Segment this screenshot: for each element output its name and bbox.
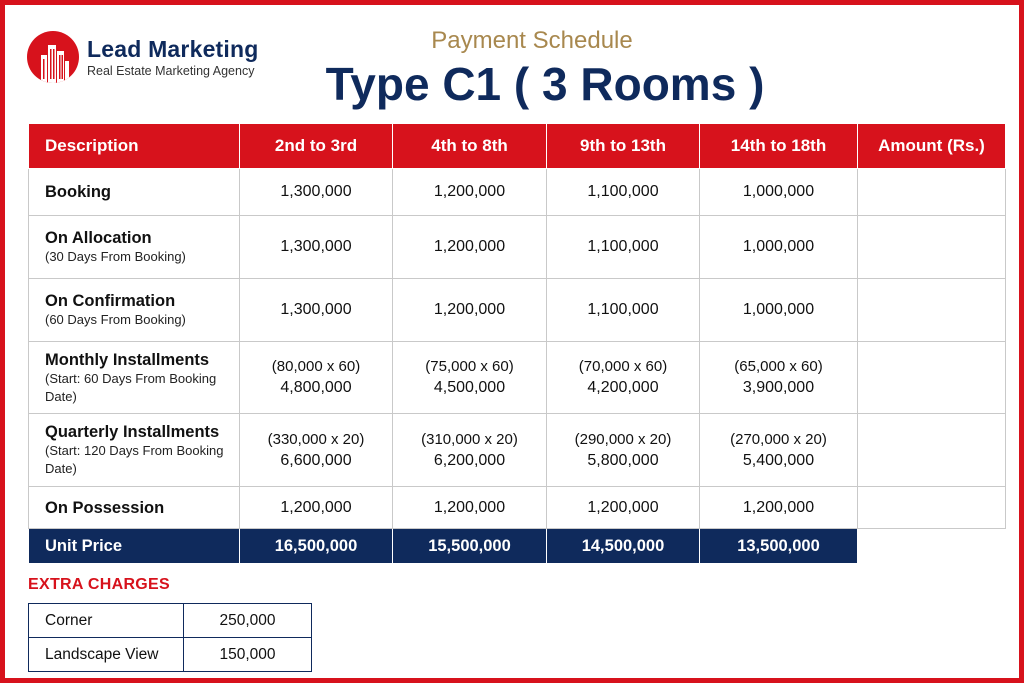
installment-calc: (65,000 x 60) bbox=[734, 358, 823, 375]
row-label-cell bbox=[29, 342, 240, 414]
value-cell: 1,300,000 bbox=[240, 169, 393, 216]
value-cell bbox=[700, 342, 858, 414]
value-cell: 1,200,000 bbox=[240, 487, 393, 529]
amount-cell bbox=[858, 342, 1006, 414]
installment-calc: (330,000 x 20) bbox=[267, 430, 365, 448]
value-cell bbox=[393, 342, 547, 414]
value-cell: 1,200,000 bbox=[393, 216, 547, 279]
table-row bbox=[29, 414, 1006, 487]
value-cell bbox=[240, 342, 393, 414]
installment-calc: (290,000 x 20) bbox=[574, 430, 672, 448]
unit-price-value: 14,500,000 bbox=[547, 529, 700, 564]
installment-total: 3,900,000 bbox=[742, 379, 815, 396]
column-header-9th-13th: 9th to 13th bbox=[547, 124, 700, 169]
value-cell: 1,100,000 bbox=[547, 216, 700, 279]
value-cell: 1,100,000 bbox=[547, 279, 700, 342]
extra-charges-table bbox=[28, 603, 312, 672]
amount-cell bbox=[858, 169, 1006, 216]
installment-total: 6,600,000 bbox=[280, 451, 352, 469]
amount-cell bbox=[858, 487, 1006, 529]
amount-cell bbox=[858, 216, 1006, 279]
column-header-description: Description bbox=[29, 124, 240, 169]
installment-calc: (310,000 x 20) bbox=[421, 430, 518, 448]
value-cell: 1,200,000 bbox=[700, 487, 858, 529]
value-cell bbox=[240, 414, 393, 487]
brand-tagline: Real Estate Marketing Agency bbox=[87, 64, 255, 78]
brand-name: Lead Marketing bbox=[87, 36, 259, 62]
row-note: (30 Days From Booking) bbox=[45, 249, 186, 264]
installment-total: 4,500,000 bbox=[433, 379, 506, 396]
value-cell: 1,300,000 bbox=[240, 216, 393, 279]
extra-charge-price: 150,000 bbox=[184, 638, 312, 672]
unit-price-label: Unit Price bbox=[29, 529, 240, 564]
value-cell: 1,000,000 bbox=[700, 169, 858, 216]
extra-charge-name: Landscape View bbox=[29, 638, 184, 672]
row-label-cell bbox=[29, 487, 240, 529]
value-cell: 1,000,000 bbox=[700, 279, 858, 342]
table-row bbox=[29, 604, 312, 638]
installment-calc: (75,000 x 60) bbox=[425, 358, 514, 375]
installment-calc: (80,000 x 60) bbox=[271, 358, 361, 375]
table-row bbox=[29, 342, 1006, 414]
column-header-amount: Amount (Rs.) bbox=[858, 124, 1006, 169]
payment-schedule-table bbox=[28, 124, 1006, 564]
row-note: (Start: 120 Days From Booking Date) bbox=[45, 443, 224, 476]
extra-charges-title: EXTRA CHARGES bbox=[28, 576, 170, 593]
value-cell: 1,300,000 bbox=[240, 279, 393, 342]
value-cell bbox=[393, 414, 547, 487]
unit-price-value: 13,500,000 bbox=[700, 529, 858, 564]
table-row bbox=[29, 279, 1006, 342]
amount-cell bbox=[858, 529, 1006, 564]
table-row bbox=[29, 638, 312, 672]
page-title: Type C1 ( 3 Rooms ) bbox=[325, 58, 765, 110]
row-label-cell bbox=[29, 169, 240, 216]
amount-cell bbox=[858, 414, 1006, 487]
value-cell: 1,200,000 bbox=[393, 279, 547, 342]
installment-total: 4,800,000 bbox=[280, 379, 352, 396]
value-cell bbox=[547, 414, 700, 487]
row-note: (Start: 60 Days From Booking Date) bbox=[45, 370, 217, 404]
row-label-cell bbox=[29, 414, 240, 487]
row-label: Monthly Installments bbox=[45, 350, 210, 369]
table-row bbox=[29, 169, 1006, 216]
value-cell: 1,000,000 bbox=[700, 216, 858, 279]
column-header-2nd-3rd: 2nd to 3rd bbox=[240, 124, 393, 169]
amount-cell bbox=[858, 279, 1006, 342]
row-label: On Confirmation bbox=[45, 292, 176, 310]
installment-total: 6,200,000 bbox=[433, 451, 506, 469]
column-header-14th-18th: 14th to 18th bbox=[700, 124, 858, 169]
row-label: On Allocation bbox=[45, 229, 152, 247]
row-label: Quarterly Installments bbox=[45, 423, 220, 441]
page-subtitle: Payment Schedule bbox=[431, 27, 633, 54]
extra-charge-price: 250,000 bbox=[184, 604, 312, 638]
value-cell bbox=[547, 342, 700, 414]
value-cell: 1,100,000 bbox=[547, 169, 700, 216]
extra-charge-name: Corner bbox=[29, 604, 184, 638]
row-label: Booking bbox=[45, 183, 111, 201]
column-header-4th-8th: 4th to 8th bbox=[393, 124, 547, 169]
row-note: (60 Days From Booking) bbox=[45, 312, 186, 327]
unit-price-value: 16,500,000 bbox=[240, 529, 393, 564]
installment-calc: (70,000 x 60) bbox=[578, 358, 668, 375]
value-cell: 1,200,000 bbox=[393, 169, 547, 216]
table-row bbox=[29, 216, 1006, 279]
unit-price-value: 15,500,000 bbox=[393, 529, 547, 564]
installment-total: 4,200,000 bbox=[587, 379, 659, 396]
installment-total: 5,400,000 bbox=[742, 451, 815, 469]
table-header-row bbox=[29, 124, 1006, 169]
value-cell: 1,200,000 bbox=[547, 487, 700, 529]
value-cell: 1,200,000 bbox=[393, 487, 547, 529]
value-cell bbox=[700, 414, 858, 487]
row-label: On Possession bbox=[45, 498, 165, 517]
row-label-cell bbox=[29, 216, 240, 279]
installment-calc: (270,000 x 20) bbox=[730, 430, 827, 448]
unit-price-row bbox=[29, 529, 1006, 564]
table-row bbox=[29, 487, 1006, 529]
installment-total: 5,800,000 bbox=[587, 451, 659, 469]
row-label-cell bbox=[29, 279, 240, 342]
